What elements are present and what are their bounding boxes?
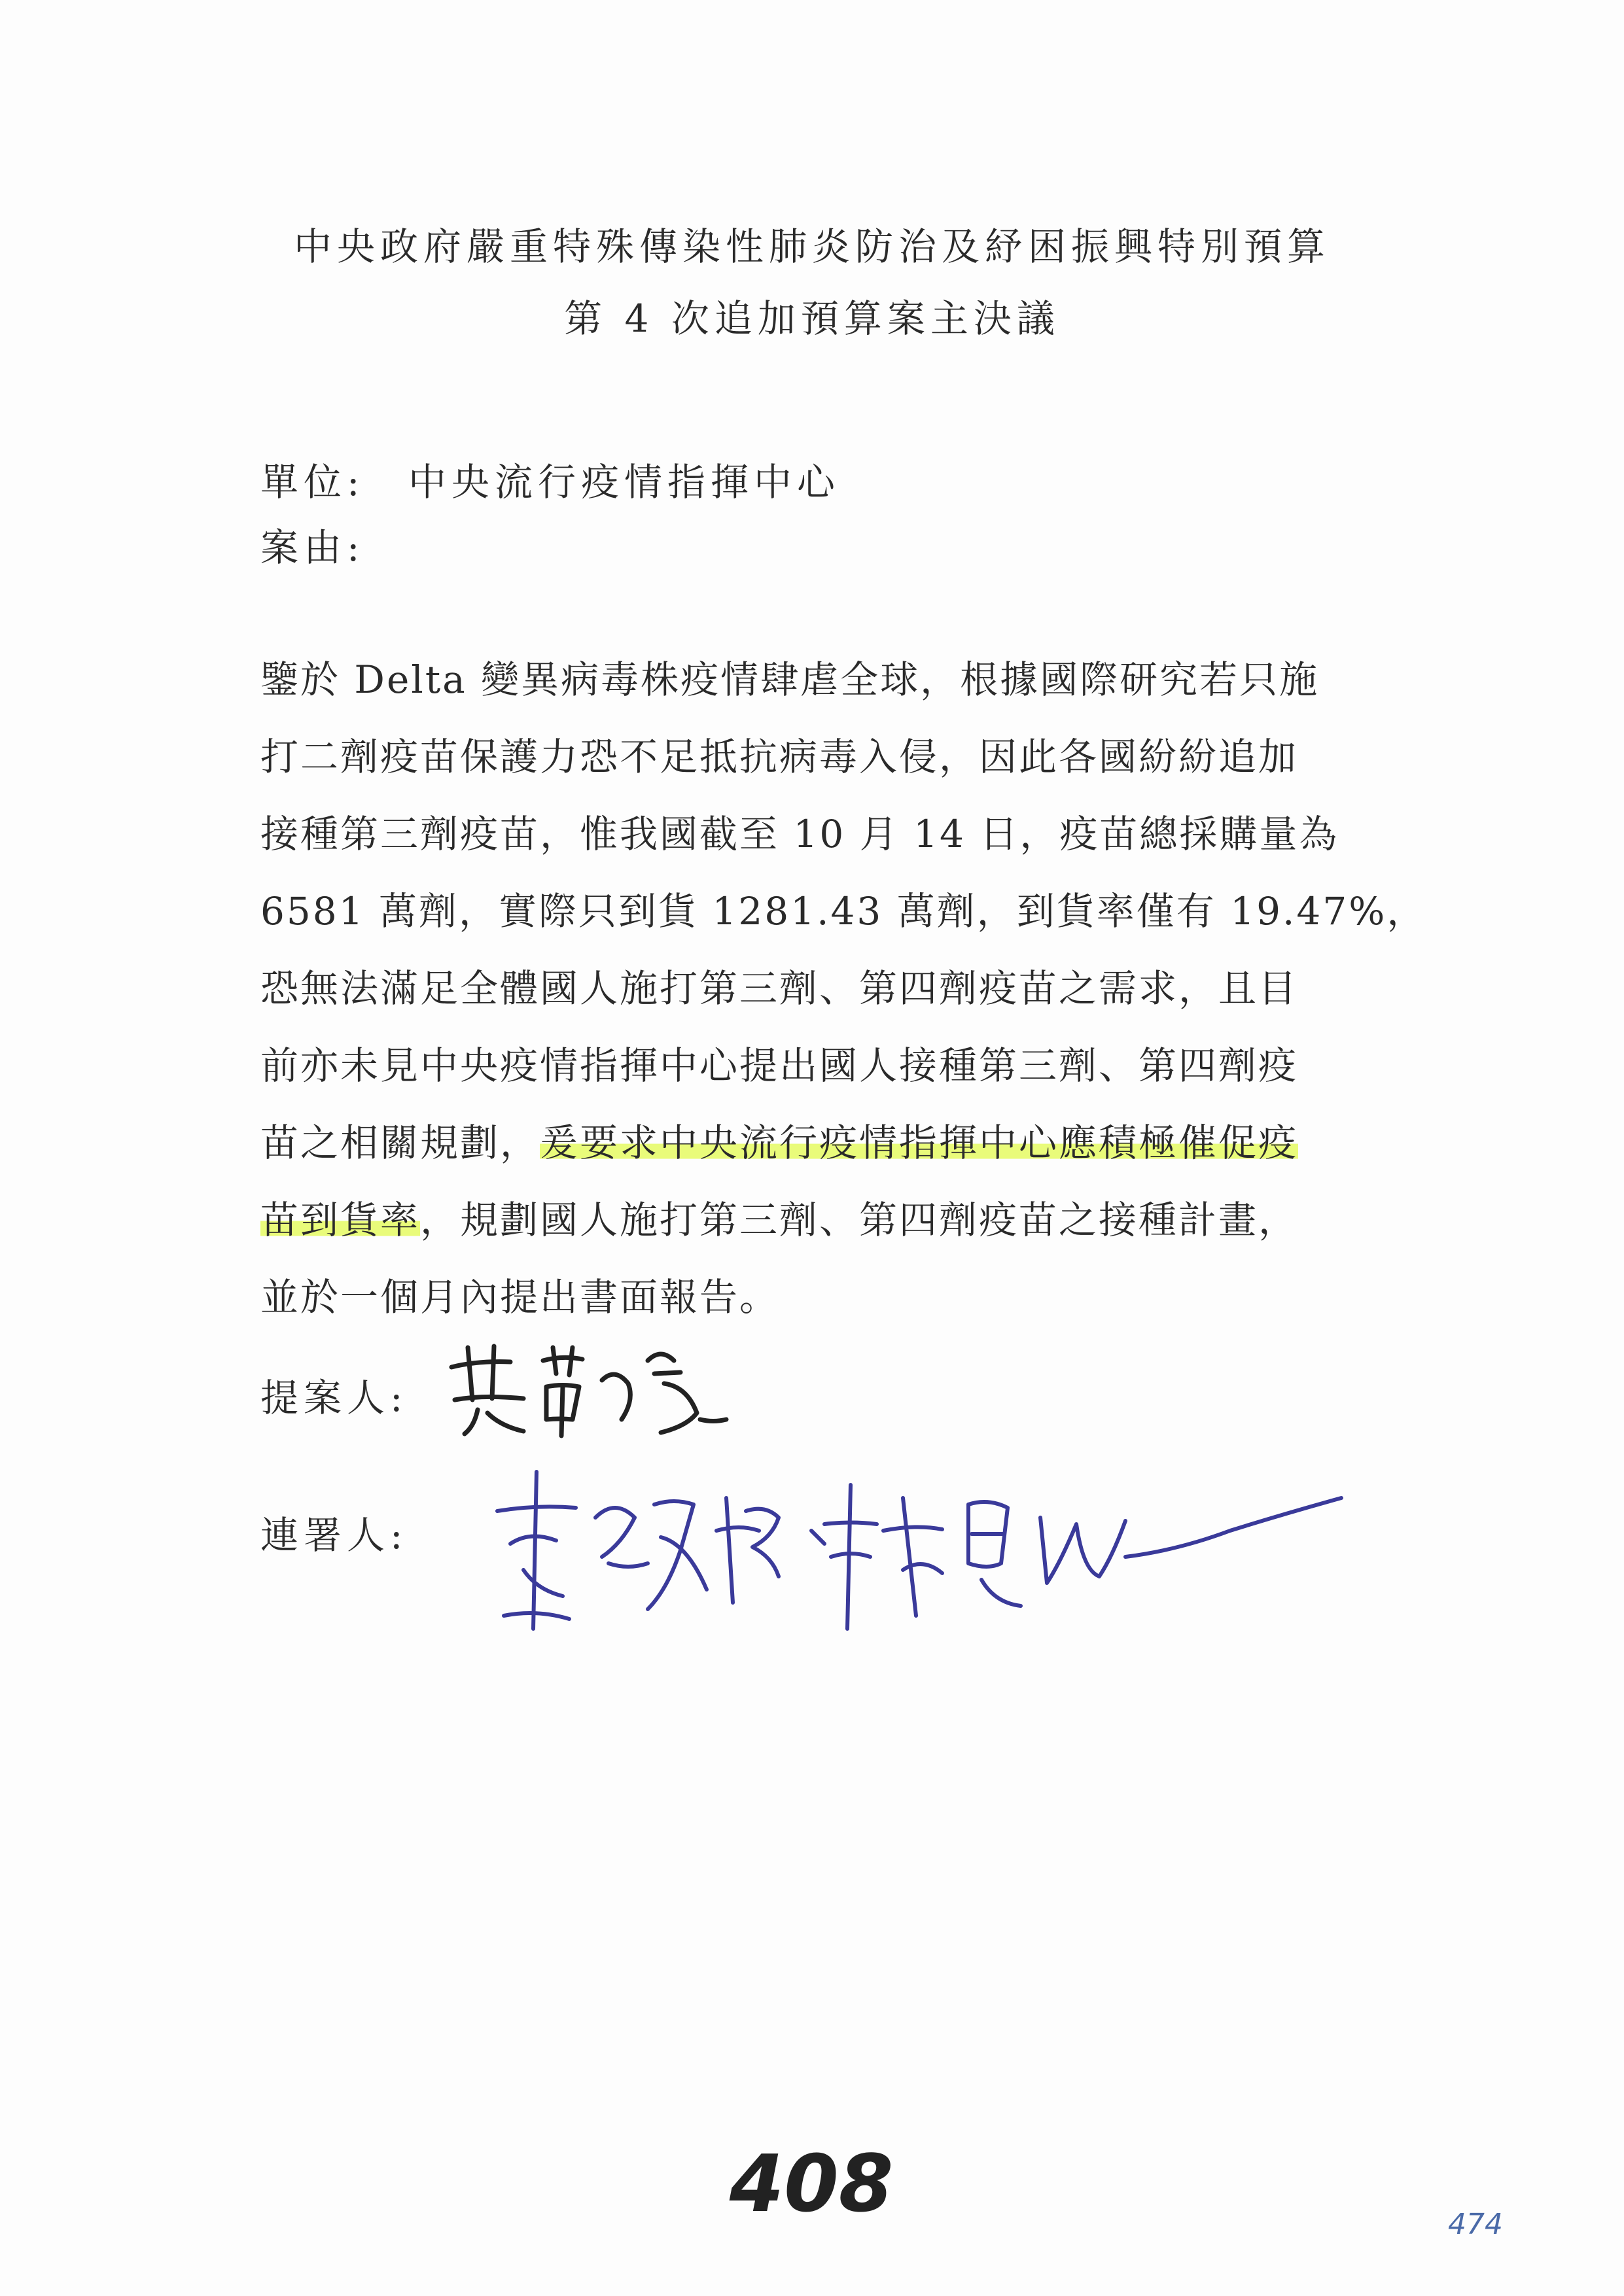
corner-mark-text: 474	[1448, 2208, 1503, 2241]
body-line-3: 接種第三劑疫苗，惟我國截至 10 月 14 日，疫苗總採購量為	[260, 812, 1339, 856]
page-number-text: 408	[729, 2139, 894, 2230]
body-line-7-plain: 苗之相關規劃，	[260, 1121, 540, 1165]
unit-value: 中央流行疫情指揮中心	[408, 460, 840, 504]
body-line-6: 前亦未見中央疫情指揮中心提出國人接種第三劑、第四劑疫	[260, 1043, 1299, 1088]
highlighted-request-part2: 苗到貨率	[260, 1198, 421, 1242]
page-number	[694, 2132, 929, 2237]
body-line-2: 打二劑疫苗保護力恐不足抵抗病毒入侵，因此各國紛紛追加	[260, 735, 1299, 779]
body-line-8-plain: ，規劃國人施打第三劑、第四劑疫苗之接種計畫，	[420, 1198, 1299, 1242]
corner-page-mark	[1426, 2198, 1525, 2250]
body-line-4: 6581 萬劑，實際只到貨 1281.43 萬劑，到貨率僅有 19.47%，	[260, 889, 1427, 933]
cosigner-signatures	[484, 1459, 1361, 1648]
reason-row	[260, 517, 365, 572]
body-line-1: 鑒於 Delta 變異病毒株疫情肆虐全球，根據國際研究若只施	[260, 657, 1320, 702]
proposer-label: 提案人:	[260, 1376, 408, 1420]
cosigner-label: 連署人:	[260, 1513, 408, 1557]
body-line-8	[260, 1181, 1392, 1259]
proposer-signature	[438, 1321, 739, 1446]
highlighted-request-part1: 爰要求中央流行疫情指揮中心應積極催促疫	[540, 1121, 1299, 1165]
body-line-9: 並於一個月內提出書面報告。	[260, 1275, 780, 1319]
body-line-7	[260, 1104, 1392, 1181]
reason-label: 案由:	[260, 525, 365, 570]
document-title-line2: 第 4 次追加預算案主決議	[564, 296, 1060, 341]
unit-label: 單位:	[260, 460, 365, 504]
body-line-5: 恐無法滿足全體國人施打第三劑、第四劑疫苗之需求，且目	[260, 966, 1299, 1011]
resolution-body	[260, 641, 1427, 1336]
document-title-line1: 中央政府嚴重特殊傳染性肺炎防治及紓困振興特別預算	[293, 224, 1330, 269]
unit-row	[260, 451, 840, 506]
